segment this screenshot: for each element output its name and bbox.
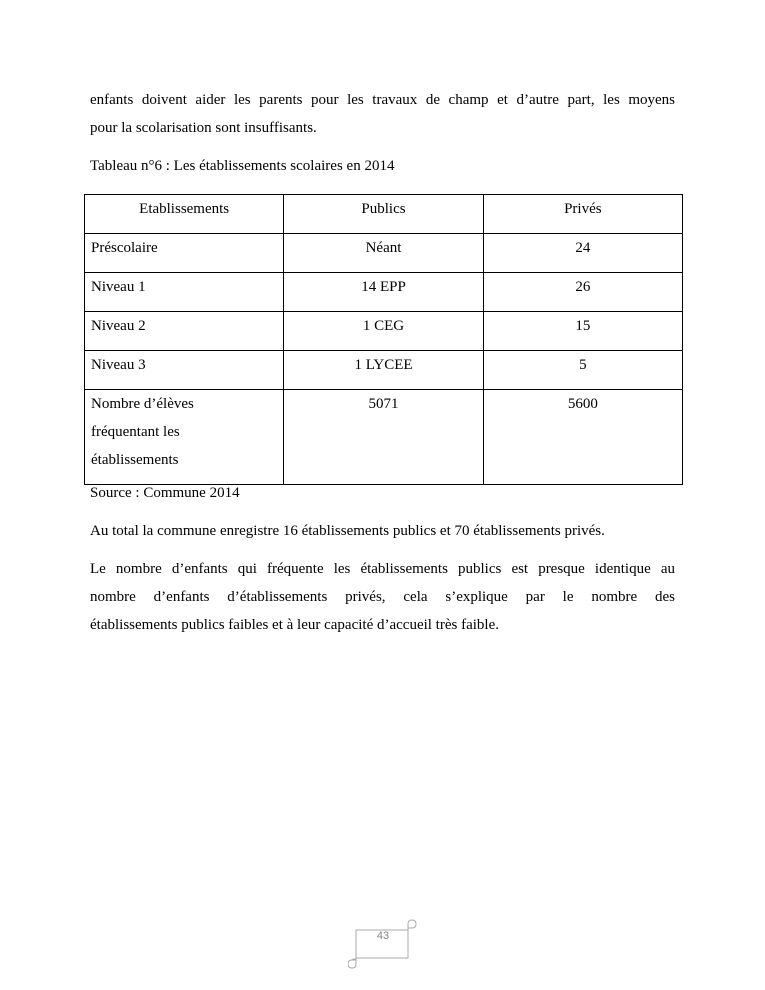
cell-prives: 5600 — [483, 390, 682, 485]
header-prives: Privés — [483, 195, 682, 234]
table-header-row — [85, 195, 683, 234]
table-row — [85, 273, 683, 312]
conclusion-paragraph — [90, 555, 675, 639]
table-caption: Tableau n°6 : Les établissements scolaires en 2014 — [90, 158, 395, 174]
header-etablissements: Etablissements — [85, 195, 284, 234]
conclusion-line-2: nombre d’enfants d’établissements privés, cela s’explique par le nombre des — [90, 589, 675, 605]
label-line-2: fréquentant les — [91, 424, 180, 440]
cell-publics: 5071 — [284, 390, 483, 485]
table-row — [85, 312, 683, 351]
total-paragraph: Au total la commune enregistre 16 établissements publics et 70 établissements privés. — [90, 523, 605, 539]
cell-publics: 1 CEG — [284, 312, 483, 351]
cell-label: Préscolaire — [85, 234, 284, 273]
cell-label: Niveau 2 — [85, 312, 284, 351]
cell-label: Niveau 3 — [85, 351, 284, 390]
schools-table — [84, 194, 683, 485]
table-row — [85, 351, 683, 390]
page-number-scroll — [348, 918, 418, 970]
table-row — [85, 234, 683, 273]
intro-line-2: pour la scolarisation sont insuffisants. — [90, 120, 317, 136]
conclusion-line-1: Le nombre d’enfants qui fréquente les établissements publics est presque identique au — [90, 561, 675, 577]
cell-prives: 26 — [483, 273, 682, 312]
header-publics: Publics — [284, 195, 483, 234]
cell-prives: 5 — [483, 351, 682, 390]
cell-label — [85, 390, 284, 485]
table-row-total-students — [85, 390, 683, 485]
label-line-1: Nombre d’élèves — [91, 396, 194, 412]
cell-publics: 14 EPP — [284, 273, 483, 312]
cell-publics: 1 LYCEE — [284, 351, 483, 390]
table-source: Source : Commune 2014 — [90, 485, 240, 501]
scroll-frame-icon — [348, 918, 418, 970]
intro-paragraph — [90, 86, 675, 142]
cell-publics: Néant — [284, 234, 483, 273]
page-number: 43 — [376, 930, 390, 942]
label-line-3: établissements — [91, 452, 179, 468]
cell-label: Niveau 1 — [85, 273, 284, 312]
cell-prives: 15 — [483, 312, 682, 351]
conclusion-line-3: établissements publics faibles et à leur capacité d’accueil très faible. — [90, 617, 499, 633]
cell-prives: 24 — [483, 234, 682, 273]
intro-line-1: enfants doivent aider les parents pour les travaux de champ et d’autre part, les moyens — [90, 92, 675, 108]
